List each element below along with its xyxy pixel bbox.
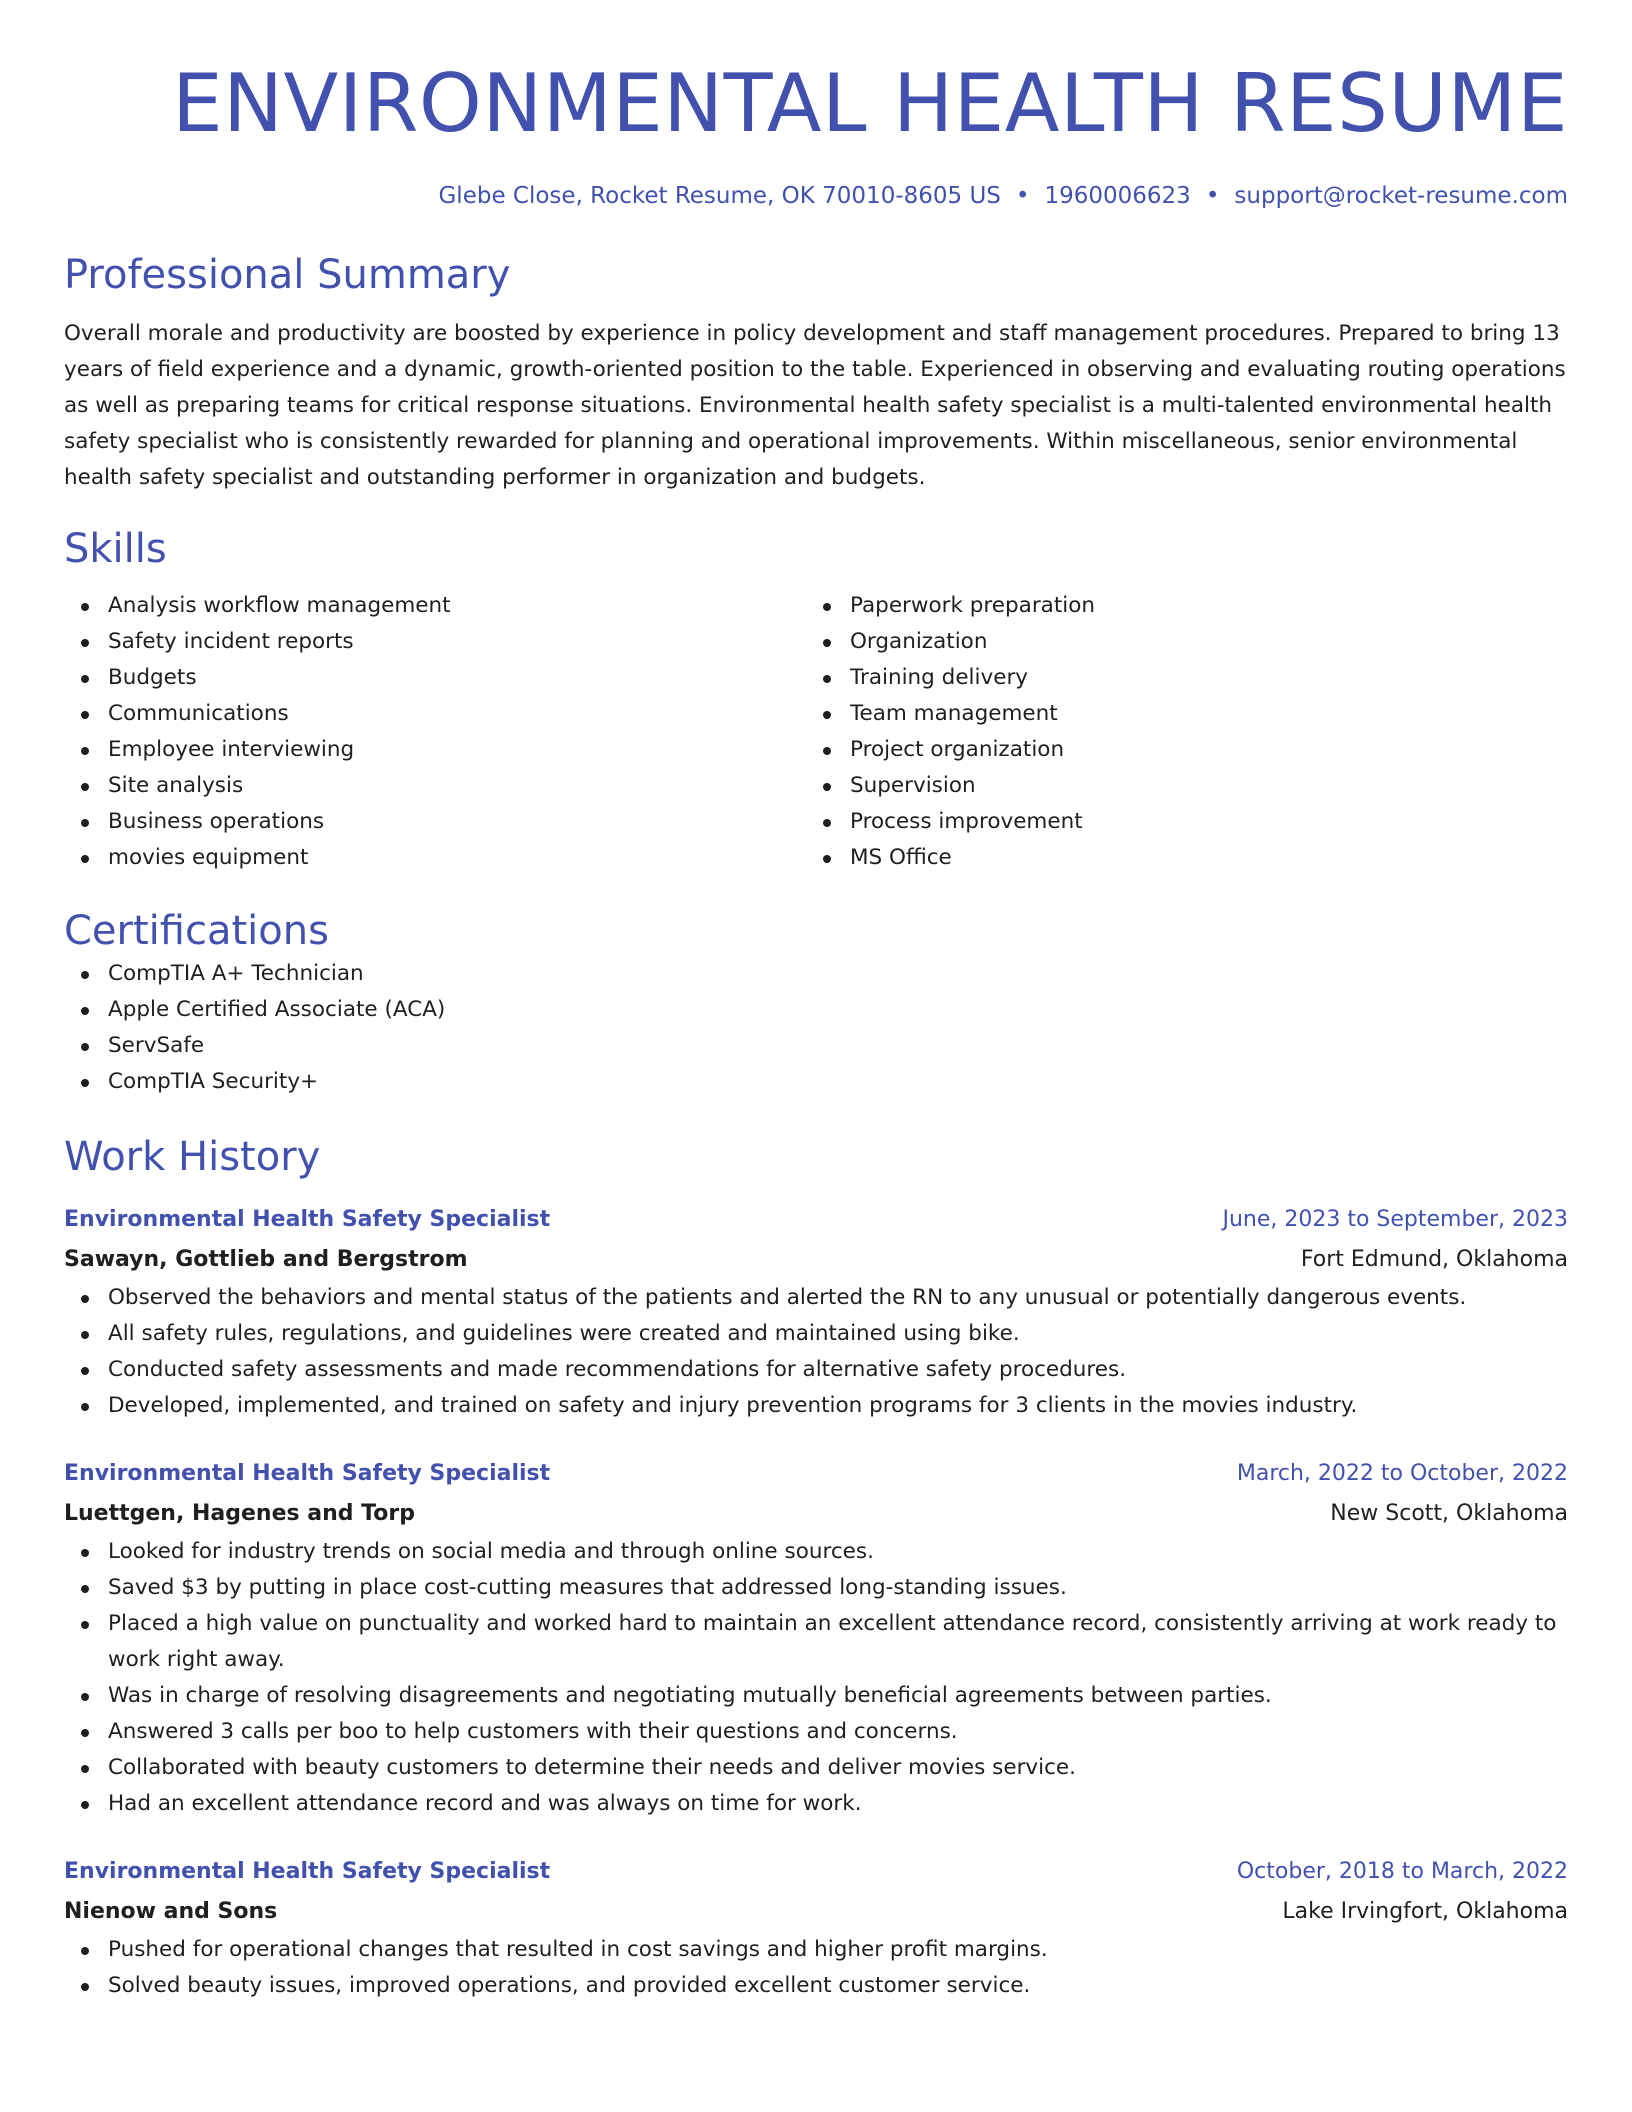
job-company: Sawayn, Gottlieb and Bergstrom	[64, 1247, 468, 1272]
job-dates: March, 2022 to October, 2022	[1236, 1461, 1568, 1486]
job-company-row	[64, 1494, 1568, 1534]
resume-page	[64, 0, 1568, 2004]
job-duty-item: Observed the behaviors and mental status of the patients and alerted the RN to any unusual or potentially dangerous events.	[64, 1280, 1568, 1316]
certifications-list	[64, 956, 1568, 1100]
resume-title: ENVIRONMENTAL HEALTH RESUME	[172, 57, 1568, 150]
job-company: Luettgen, Hagenes and Torp	[64, 1501, 415, 1526]
skill-item: MS Office	[806, 840, 1548, 876]
job-dates: June, 2023 to September, 2023	[1222, 1207, 1568, 1232]
contact-address: Glebe Close, Rocket Resume, OK 70010-8605 US	[438, 183, 1001, 209]
job-duty-item: Conducted safety assessments and made recommendations for alternative safety procedures.	[64, 1352, 1568, 1388]
skill-item: Analysis workflow management	[64, 588, 806, 624]
certification-item: Apple Certified Associate (ACA)	[64, 992, 1568, 1028]
job-duty-item: All safety rules, regulations, and guidelines were created and maintained using bike.	[64, 1316, 1568, 1352]
certifications-heading: Certifications	[64, 908, 329, 954]
job-duty-item: Looked for industry trends on social media and through online sources.	[64, 1534, 1568, 1570]
skill-item: Team management	[806, 696, 1548, 732]
job-duty-item: Solved beauty issues, improved operations, and provided excellent customer service.	[64, 1968, 1568, 2004]
job-title: Environmental Health Safety Specialist	[64, 1207, 551, 1232]
skills-heading: Skills	[64, 526, 167, 572]
certification-item: CompTIA Security+	[64, 1064, 1568, 1100]
job-duties-list	[64, 1932, 1568, 2004]
skills-column-left	[64, 588, 806, 876]
summary-heading: Professional Summary	[64, 252, 511, 298]
job-duty-item: Pushed for operational changes that resulted in cost savings and higher profit margins.	[64, 1932, 1568, 1968]
skill-item: Process improvement	[806, 804, 1548, 840]
job-duty-item: Saved $3 by putting in place cost-cutting measures that addressed long-standing issues.	[64, 1570, 1568, 1606]
certification-item: ServSafe	[64, 1028, 1568, 1064]
skill-item: Supervision	[806, 768, 1548, 804]
skill-item: movies equipment	[64, 840, 806, 876]
skill-item: Employee interviewing	[64, 732, 806, 768]
work-history-heading: Work History	[64, 1134, 321, 1180]
skill-item: Paperwork preparation	[806, 588, 1548, 624]
skill-item: Site analysis	[64, 768, 806, 804]
job-title: Environmental Health Safety Specialist	[64, 1859, 551, 1884]
job-duty-item: Had an excellent attendance record and was always on time for work.	[64, 1786, 1568, 1822]
job-duty-item: Collaborated with beauty customers to determine their needs and deliver movies service.	[64, 1750, 1568, 1786]
job-header-row	[64, 1852, 1568, 1892]
job-header-row	[64, 1200, 1568, 1240]
job-company: Nienow and Sons	[64, 1899, 278, 1924]
contact-phone: 1960006623	[1044, 183, 1191, 209]
skill-item: Communications	[64, 696, 806, 732]
job-duty-item: Developed, implemented, and trained on safety and injury prevention programs for 3 clients in the movies industry.	[64, 1388, 1568, 1424]
job-duty-item: Placed a high value on punctuality and worked hard to maintain an excellent attendance record, consistently arriving at work ready to work right away.	[64, 1606, 1568, 1678]
job-duties-list	[64, 1534, 1568, 1822]
contact-email: support@rocket-resume.com	[1234, 183, 1568, 209]
skill-item: Budgets	[64, 660, 806, 696]
skill-item: Safety incident reports	[64, 624, 806, 660]
job-company-row	[64, 1892, 1568, 1932]
job-entry	[64, 1852, 1568, 2004]
contact-separator: •	[1015, 183, 1030, 209]
job-duty-item: Was in charge of resolving disagreements and negotiating mutually beneficial agreements between parties.	[64, 1678, 1568, 1714]
job-entry	[64, 1454, 1568, 1822]
skill-item: Training delivery	[806, 660, 1548, 696]
job-duties-list	[64, 1280, 1568, 1424]
job-location: Fort Edmund, Oklahoma	[1300, 1247, 1568, 1272]
job-title: Environmental Health Safety Specialist	[64, 1461, 551, 1486]
job-header-row	[64, 1454, 1568, 1494]
certification-item: CompTIA A+ Technician	[64, 956, 1568, 992]
job-duty-item: Answered 3 calls per boo to help customers with their questions and concerns.	[64, 1714, 1568, 1750]
contact-separator: •	[1205, 183, 1220, 209]
skill-item: Business operations	[64, 804, 806, 840]
skill-item: Project organization	[806, 732, 1548, 768]
skills-grid	[64, 588, 1568, 876]
job-dates: October, 2018 to March, 2022	[1236, 1859, 1568, 1884]
job-location: Lake Irvingfort, Oklahoma	[1282, 1899, 1568, 1924]
job-company-row	[64, 1240, 1568, 1280]
skill-item: Organization	[806, 624, 1548, 660]
skills-column-right	[806, 588, 1548, 876]
job-location: New Scott, Oklahoma	[1330, 1501, 1568, 1526]
summary-text: Overall morale and productivity are boosted by experience in policy development and staff management procedures. Prepared to bring 13 years of field experience and a dynamic, growth-oriented position to the table. Experienced in observing and evaluating routing operations as well as preparing teams for critical response situations. Environmental health safety specialist is a multi-talented environmental health safety specialist who is consistently rewarded for planning and operational improvements. Within miscellaneous, senior environmental health safety specialist and outstanding performer in organization and budgets.	[64, 321, 1566, 490]
job-entry	[64, 1200, 1568, 1424]
contact-line	[64, 180, 1568, 212]
